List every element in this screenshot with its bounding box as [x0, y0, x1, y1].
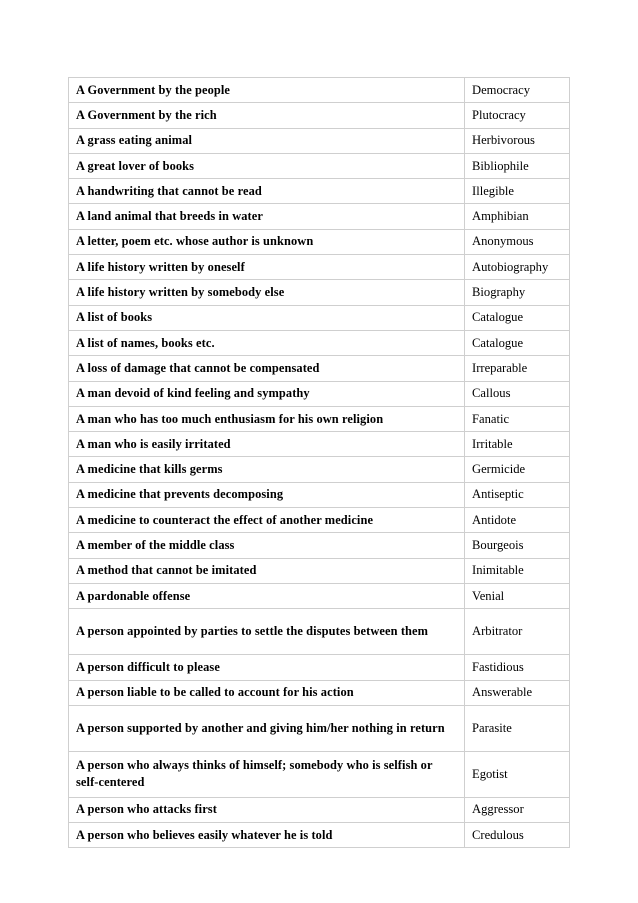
table-row [69, 680, 570, 705]
word-cell: Arbitrator [465, 609, 570, 655]
table-row [69, 457, 570, 482]
word-cell: Autobiography [465, 255, 570, 280]
table-row [69, 153, 570, 178]
table-row [69, 103, 570, 128]
phrase-cell: A person who believes easily whatever he is told [69, 823, 465, 848]
phrase-cell: A man who is easily irritated [69, 432, 465, 457]
table-row [69, 558, 570, 583]
word-cell: Catalogue [465, 305, 570, 330]
word-cell: Irreparable [465, 356, 570, 381]
word-cell: Irritable [465, 432, 570, 457]
table-row [69, 128, 570, 153]
table-row [69, 305, 570, 330]
phrase-cell: A handwriting that cannot be read [69, 179, 465, 204]
table-row [69, 78, 570, 103]
phrase-cell: A Government by the rich [69, 103, 465, 128]
phrase-cell: A person supported by another and giving him/her nothing in return [69, 705, 465, 751]
phrase-cell: A method that cannot be imitated [69, 558, 465, 583]
phrase-cell: A person liable to be called to account for his action [69, 680, 465, 705]
word-cell: Callous [465, 381, 570, 406]
phrase-cell: A man who has too much enthusiasm for his own religion [69, 406, 465, 431]
word-cell: Antiseptic [465, 482, 570, 507]
table-row [69, 797, 570, 822]
table-row [69, 508, 570, 533]
phrase-cell: A man devoid of kind feeling and sympathy [69, 381, 465, 406]
word-cell: Amphibian [465, 204, 570, 229]
word-cell: Inimitable [465, 558, 570, 583]
phrase-cell: A letter, poem etc. whose author is unknown [69, 229, 465, 254]
word-cell: Fastidious [465, 655, 570, 680]
phrase-cell: A loss of damage that cannot be compensated [69, 356, 465, 381]
table-row [69, 533, 570, 558]
word-cell: Biography [465, 280, 570, 305]
phrase-cell: A person who always thinks of himself; somebody who is selfish or self-centered [69, 751, 465, 797]
word-cell: Answerable [465, 680, 570, 705]
phrase-cell: A person difficult to please [69, 655, 465, 680]
one-word-substitution-table [68, 77, 570, 848]
table-row [69, 655, 570, 680]
word-cell: Anonymous [465, 229, 570, 254]
word-cell: Herbivorous [465, 128, 570, 153]
word-cell: Parasite [465, 705, 570, 751]
phrase-cell: A Government by the people [69, 78, 465, 103]
table-row [69, 179, 570, 204]
table-row [69, 751, 570, 797]
table-row [69, 229, 570, 254]
table-row [69, 823, 570, 848]
phrase-cell: A life history written by oneself [69, 255, 465, 280]
table-row [69, 609, 570, 655]
word-cell: Plutocracy [465, 103, 570, 128]
phrase-cell: A medicine that prevents decomposing [69, 482, 465, 507]
table-row [69, 705, 570, 751]
word-cell: Illegible [465, 179, 570, 204]
table-row [69, 255, 570, 280]
phrase-cell: A pardonable offense [69, 583, 465, 608]
phrase-cell: A person who attacks first [69, 797, 465, 822]
word-cell: Democracy [465, 78, 570, 103]
phrase-cell: A life history written by somebody else [69, 280, 465, 305]
word-cell: Germicide [465, 457, 570, 482]
phrase-cell: A member of the middle class [69, 533, 465, 558]
word-cell: Antidote [465, 508, 570, 533]
word-cell: Egotist [465, 751, 570, 797]
phrase-cell: A medicine that kills germs [69, 457, 465, 482]
table-row [69, 406, 570, 431]
word-cell: Bibliophile [465, 153, 570, 178]
word-cell: Credulous [465, 823, 570, 848]
table-row [69, 482, 570, 507]
table-row [69, 330, 570, 355]
phrase-cell: A land animal that breeds in water [69, 204, 465, 229]
word-cell: Bourgeois [465, 533, 570, 558]
phrase-cell: A list of books [69, 305, 465, 330]
phrase-cell: A grass eating animal [69, 128, 465, 153]
word-cell: Catalogue [465, 330, 570, 355]
table-row [69, 381, 570, 406]
word-cell: Aggressor [465, 797, 570, 822]
word-cell: Venial [465, 583, 570, 608]
table-row [69, 432, 570, 457]
table-row [69, 356, 570, 381]
word-cell: Fanatic [465, 406, 570, 431]
table-row [69, 583, 570, 608]
table-row [69, 204, 570, 229]
phrase-cell: A list of names, books etc. [69, 330, 465, 355]
phrase-cell: A great lover of books [69, 153, 465, 178]
table-row [69, 280, 570, 305]
phrase-cell: A person appointed by parties to settle the disputes between them [69, 609, 465, 655]
phrase-cell: A medicine to counteract the effect of another medicine [69, 508, 465, 533]
